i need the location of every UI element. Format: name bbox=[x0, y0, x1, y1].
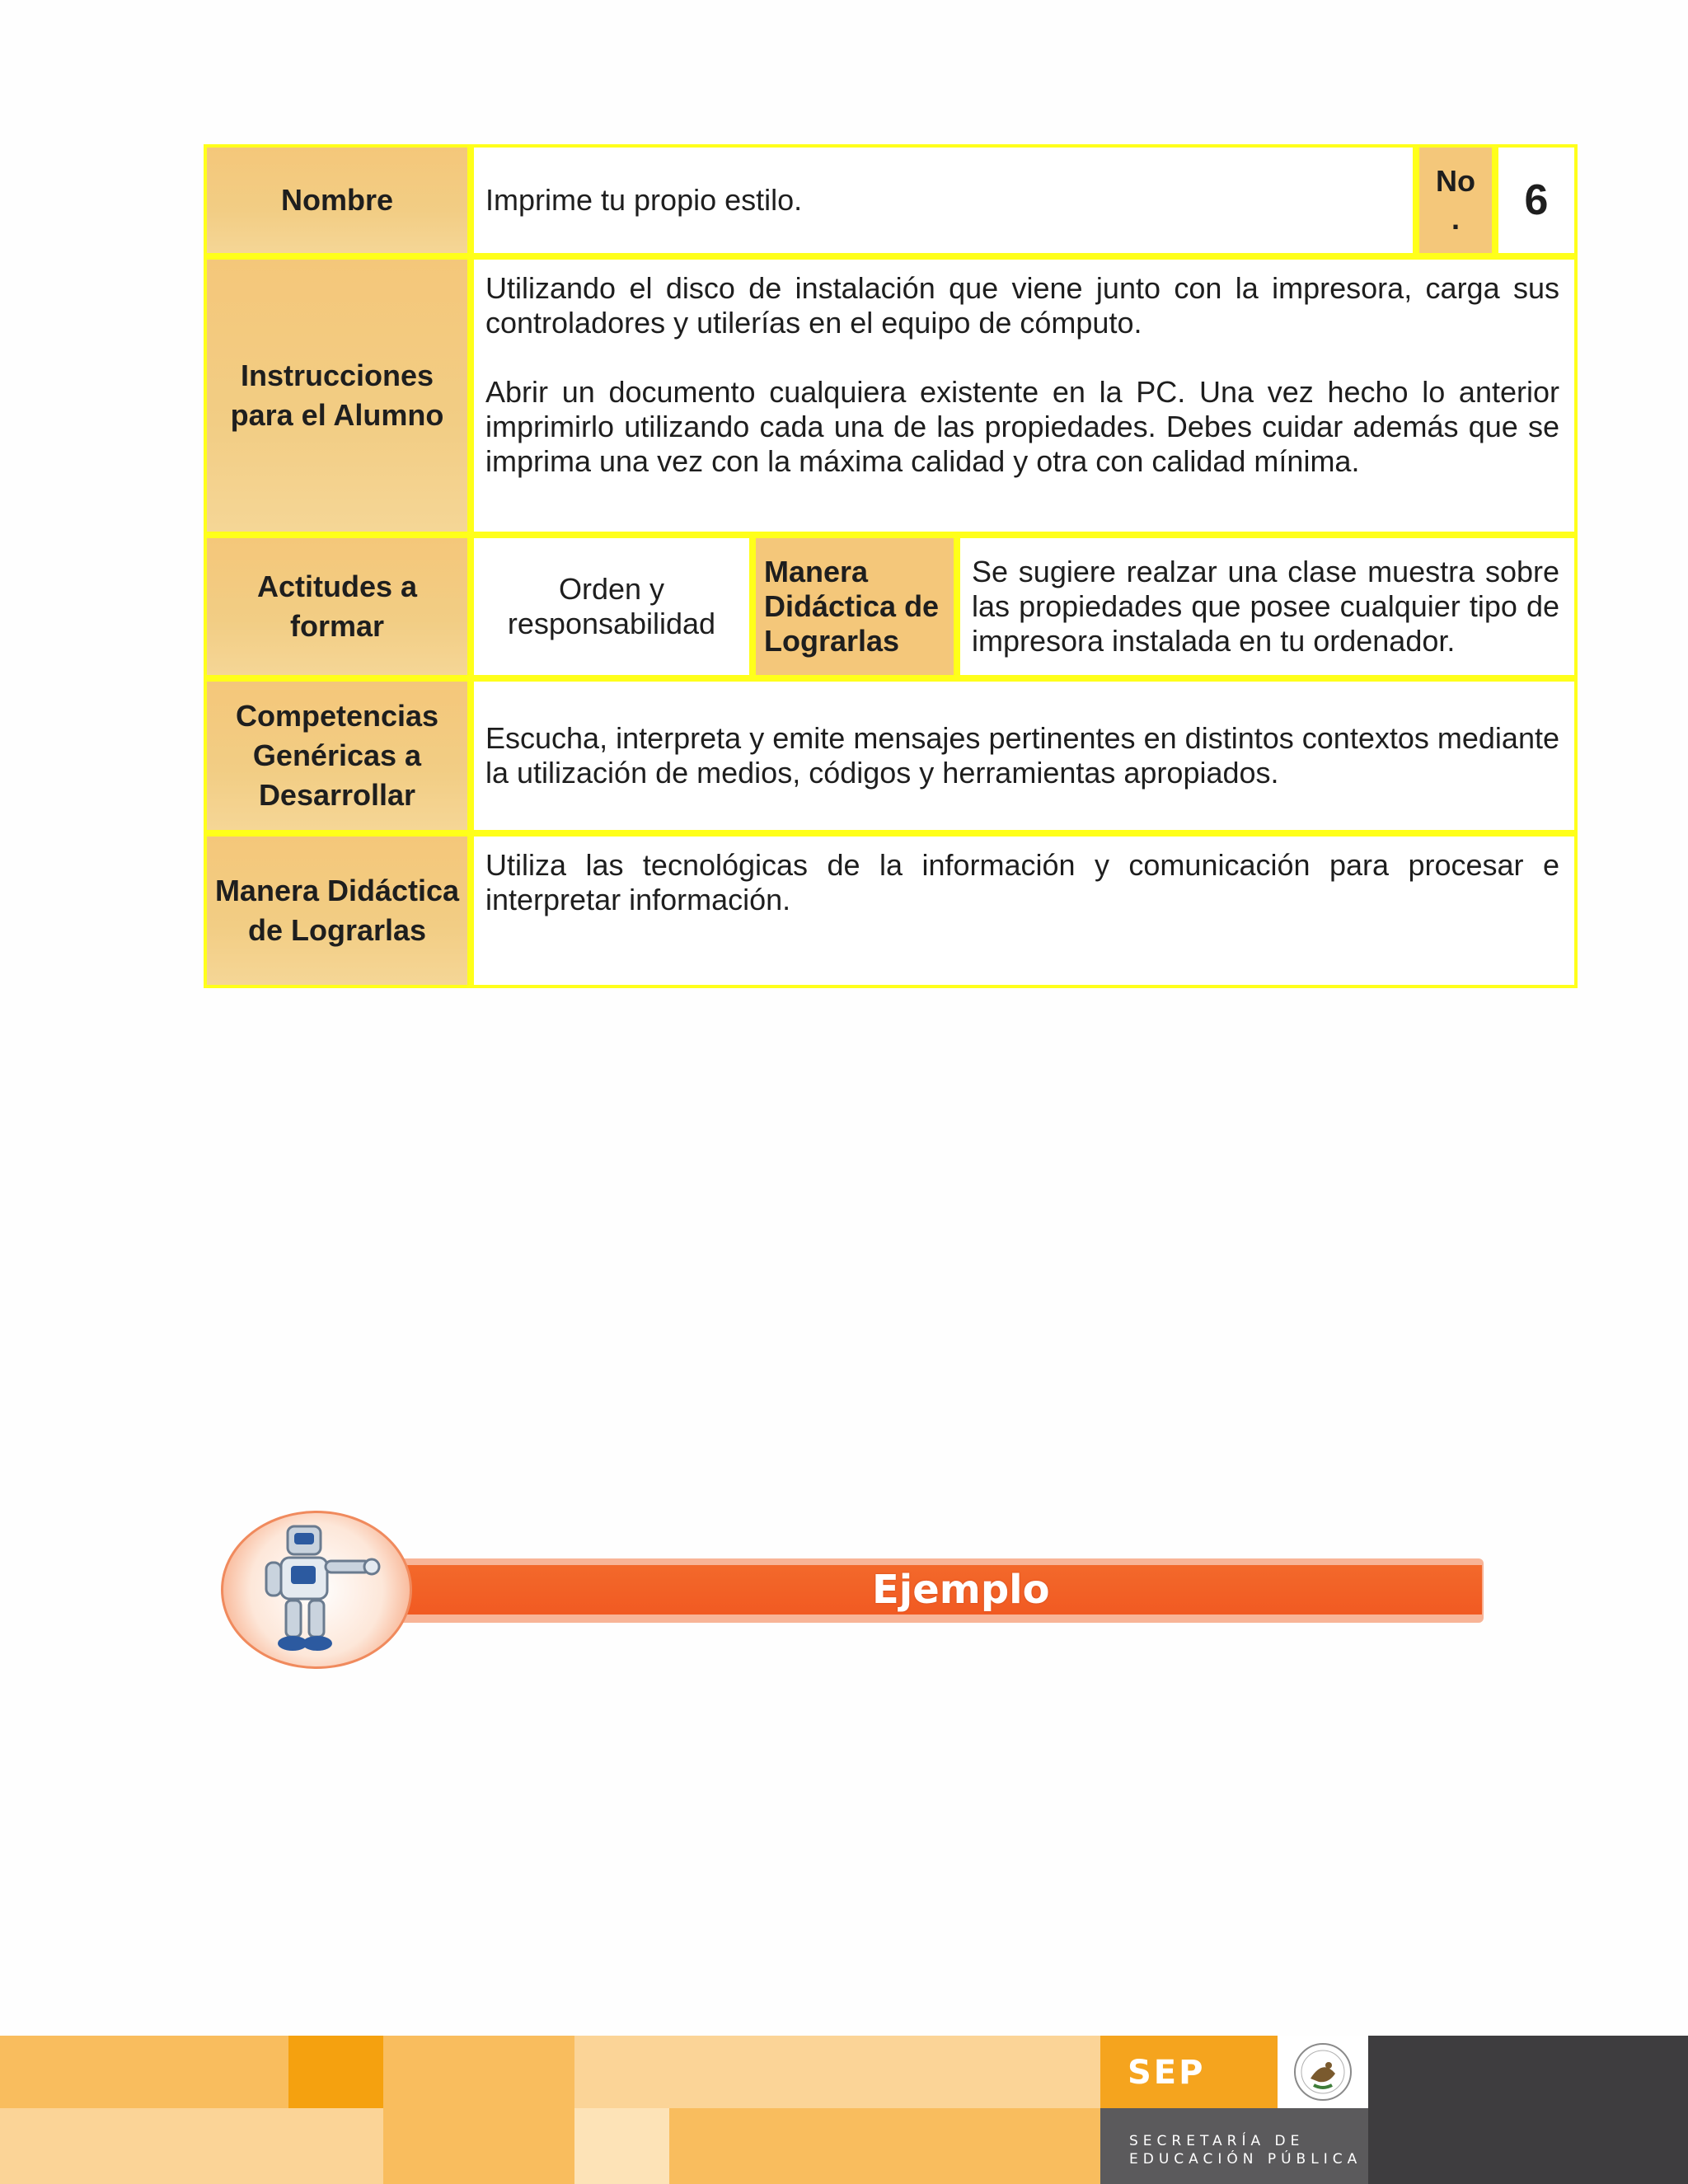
method-label-inline: Manera Didáctica de Lograrlas bbox=[753, 535, 957, 678]
activity-table bbox=[204, 144, 1578, 988]
footer-block bbox=[288, 2036, 383, 2108]
competencies-value: Escucha, interpreta y emite mensajes pertinentes en distintos contextos mediante la utilización de medios, códigos y herramientas apropiados. bbox=[471, 678, 1578, 833]
method-label: Manera Didáctica de Lograrlas bbox=[204, 833, 471, 988]
robot-pointing-icon bbox=[248, 1520, 388, 1660]
footer bbox=[0, 2036, 1688, 2184]
banner-title: Ejemplo bbox=[872, 1567, 1050, 1613]
mascot-badge bbox=[221, 1511, 412, 1669]
instructions-paragraph-2: Abrir un documento cualquiera existente en la PC. Una vez hecho lo anterior imprimirlo utilizando cada una de las propiedades. Debes cuidar además que se imprima una vez con la máxima calidad y otra con calidad mínima. bbox=[485, 375, 1559, 478]
footer-block bbox=[0, 2108, 383, 2184]
number-label bbox=[1416, 144, 1495, 256]
instructions-value bbox=[471, 256, 1578, 535]
org-name-line1: SECRETARÍA DE bbox=[1129, 2133, 1305, 2149]
footer-block bbox=[0, 2036, 288, 2108]
footer-seal-block bbox=[1278, 2036, 1368, 2108]
attitudes-label: Actitudes a formar bbox=[204, 535, 471, 678]
row-instructions bbox=[204, 256, 1578, 535]
footer-dark-block bbox=[1368, 2036, 1688, 2184]
footer-block bbox=[574, 2108, 669, 2184]
example-banner bbox=[221, 1511, 1515, 1667]
name-label: Nombre bbox=[204, 144, 471, 256]
row-name bbox=[204, 144, 1578, 256]
method-value: Utiliza las tecnológicas de la información y comunicación para procesar e interpretar información. bbox=[471, 833, 1578, 988]
mexican-coat-of-arms-icon bbox=[1278, 2036, 1368, 2108]
number-label-line2: . bbox=[1451, 202, 1460, 236]
sep-logo-text: SEP bbox=[1128, 2054, 1206, 2092]
name-value: Imprime tu propio estilo. bbox=[471, 144, 1416, 256]
row-attitudes bbox=[204, 535, 1578, 678]
competencies-label: Competencias Genéricas a Desarrollar bbox=[204, 678, 471, 833]
footer-block bbox=[669, 2108, 1100, 2184]
footer-block bbox=[574, 2036, 1100, 2108]
instructions-paragraph-1: Utilizando el disco de instalación que viene junto con la impresora, carga sus controladores y utilerías en el equipo de cómputo. bbox=[485, 271, 1559, 340]
number-value: 6 bbox=[1495, 144, 1578, 256]
method-value-inline: Se sugiere realzar una clase muestra sobre las propiedades que posee cualquier tipo de impresora instalada en tu ordenador. bbox=[957, 535, 1578, 678]
org-name-line2: EDUCACIÓN PÚBLICA bbox=[1129, 2151, 1362, 2168]
row-competencies bbox=[204, 678, 1578, 833]
attitudes-value: Orden y responsabilidad bbox=[471, 535, 753, 678]
instructions-label: Instrucciones para el Alumno bbox=[204, 256, 471, 535]
row-method bbox=[204, 833, 1578, 988]
number-label-line1: No bbox=[1436, 164, 1475, 198]
footer-block bbox=[383, 2036, 574, 2184]
